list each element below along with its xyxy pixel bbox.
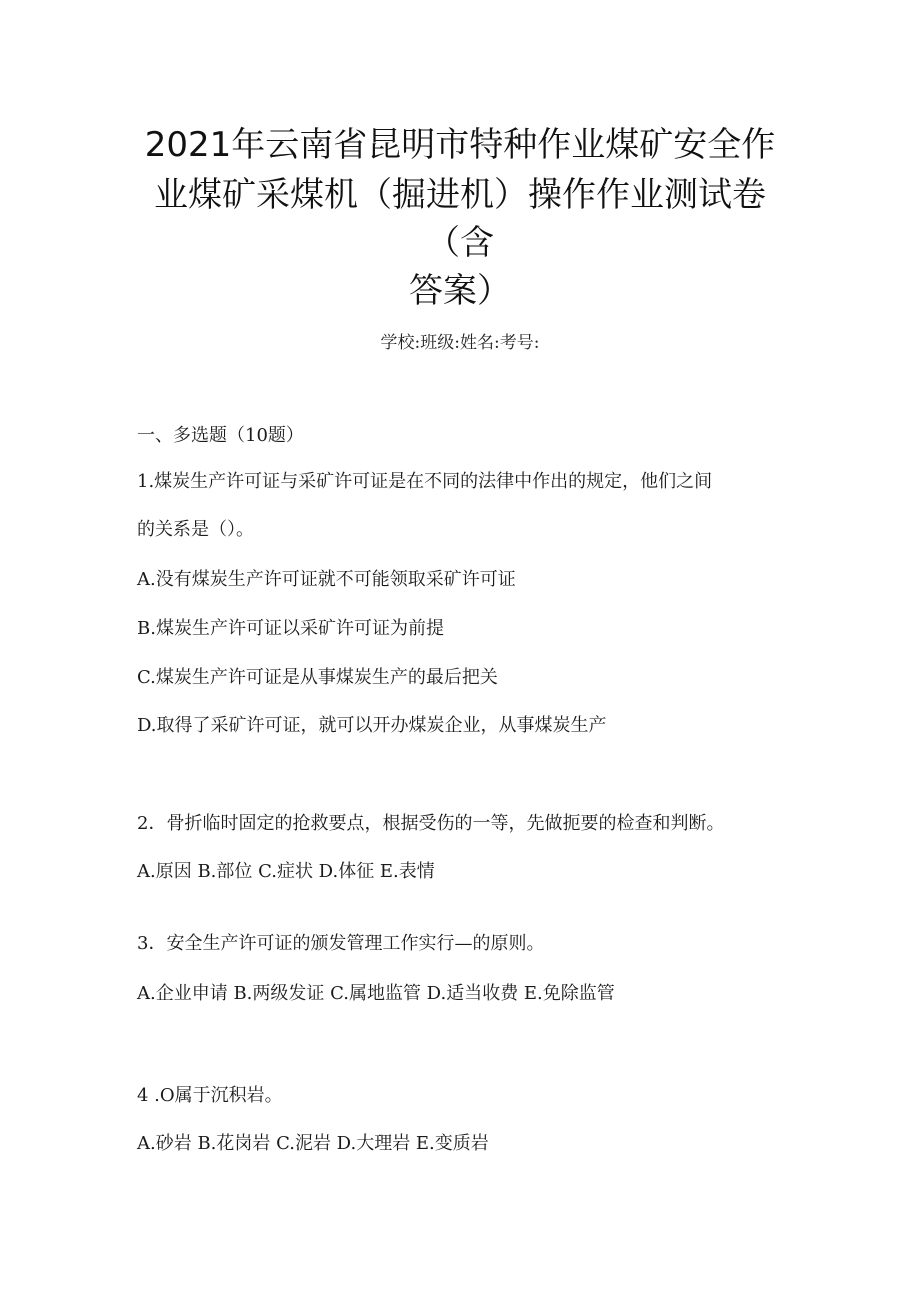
question-1-stem-line-2: 的关系是（）。	[137, 519, 254, 540]
question-4-stem: 4 .O属于沉积岩。	[137, 1085, 283, 1106]
section-heading: 一、多选题（10题）	[137, 425, 304, 446]
question-3-stem: 3．安全生产许可证的颁发管理工作实行—的原则。	[137, 933, 545, 954]
student-info-line: 学校:班级:姓名:考号:	[380, 333, 540, 353]
document-title-line-3: （含	[426, 223, 494, 263]
document-title-line-4: 答案）	[409, 271, 511, 311]
question-1-option-c: C.煤炭生产许可证是从事煤炭生产的最后把关	[137, 667, 498, 688]
question-4-options: A.砂岩 B.花岗岩 C.泥岩 D.大理岩 E.变质岩	[137, 1133, 489, 1154]
document-title-line-2: 业煤矿采煤机（掘进机）操作作业测试卷	[154, 175, 766, 215]
question-1-option-b: B.煤炭生产许可证以采矿许可证为前提	[137, 618, 444, 639]
question-1-stem-line-1: 1.煤炭生产许可证与采矿许可证是在不同的法律中作出的规定，他们之间	[137, 471, 713, 492]
question-2-options: A.原因 B.部位 C.症状 D.体征 E.表情	[137, 861, 435, 882]
question-1-option-a: A.没有煤炭生产许可证就不可能领取采矿许可证	[137, 569, 516, 590]
question-2-stem: 2．骨折临时固定的抢救要点，根据受伤的一等，先做扼要的检查和判断。	[137, 813, 725, 834]
question-3-options: A.企业申请 B.两级发证 C.属地监管 D.适当收费 E.免除监管	[137, 983, 615, 1004]
document-title-line-1: 2021年云南省昆明市特种作业煤矿安全作	[144, 125, 776, 165]
question-1-option-d: D.取得了采矿许可证，就可以开办煤炭企业，从事煤炭生产	[137, 715, 607, 736]
